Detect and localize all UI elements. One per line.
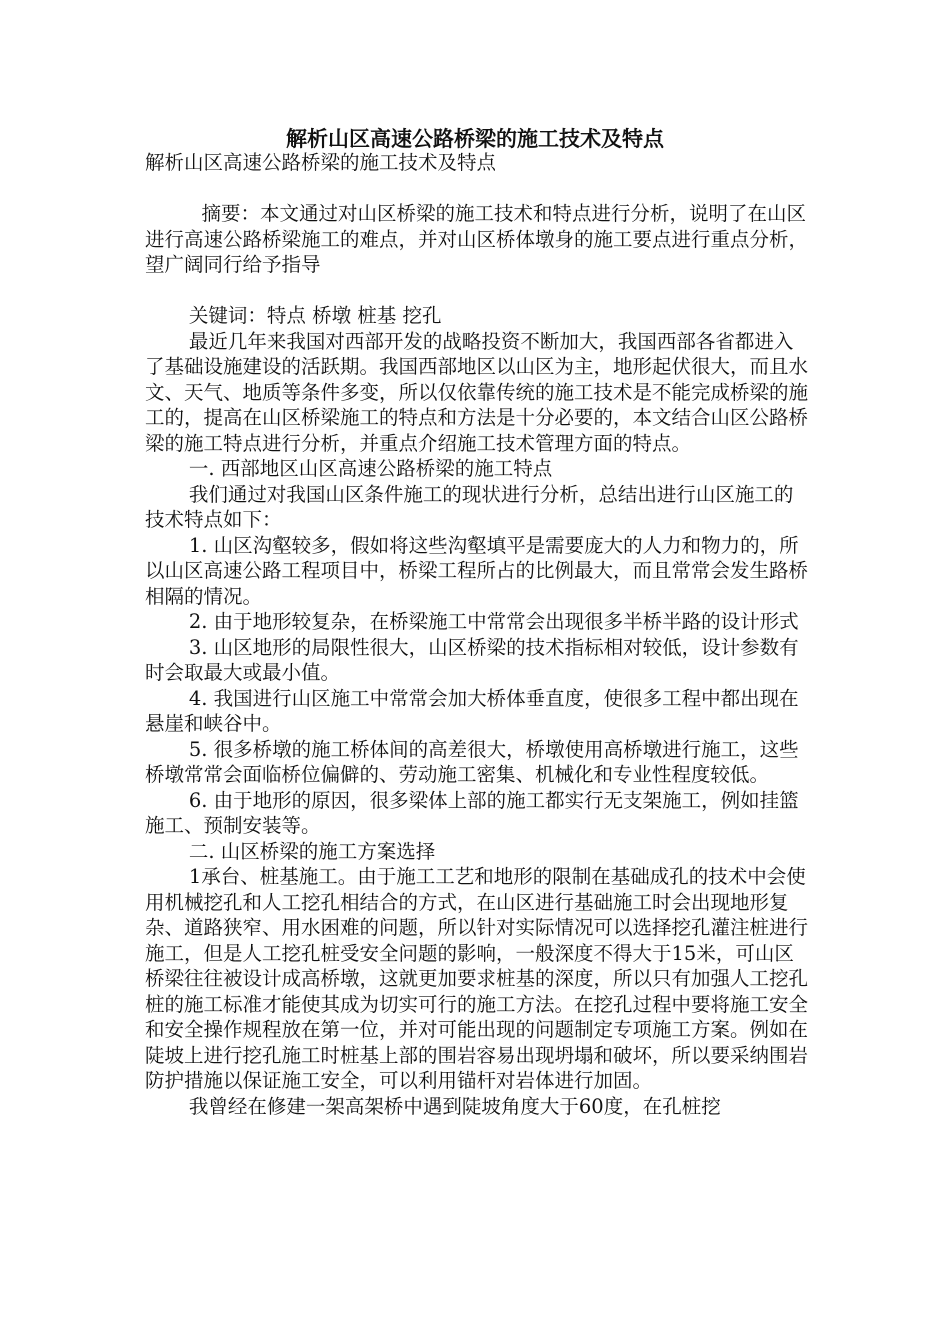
keywords-line: 关键词：特点 桥墩 桩基 挖孔 — [188, 304, 442, 327]
list-item-3: 3. 山区地形的局限性很大，山区桥梁的技术指标相对较低，设计参数有时会取最大或最小值。 — [145, 635, 799, 684]
list-item-4: 4. 我国进行山区施工中常常会加大桥体垂直度，使很多工程中都出现在悬崖和峡谷中。 — [145, 686, 799, 735]
section-heading-2: 二. 山区桥梁的施工方案选择 — [188, 839, 436, 863]
abstract-paragraph: 摘要：本文通过对山区桥梁的施工技术和特点进行分析，说明了在山区进行高速公路桥梁施工的难点，并对山区桥体墩身的施工要点进行重点分析，望广阔同行给予指导 — [145, 202, 809, 276]
intro-paragraph: 最近几年来我国对西部开发的战略投资不断加大，我国西部各省都进入了基础设施建设的活跃期。我国西部地区以山区为主，地形起伏很大，而且水文、天气、地质等条件多变，所以仅依靠传统的施工技术是不能完成桥梁的施工的，提高在山区桥梁施工的特点和方法是十分必要的，本文结合山区公路桥梁的施工特点进行分析，并重点介绍施工技术管理方面的特点。 — [145, 329, 809, 455]
body-paragraph: 我曾经在修建一架高架桥中遇到陡坡角度大于60度，在孔桩挖 — [188, 1094, 721, 1118]
body-paragraph: 我们通过对我国山区条件施工的现状进行分析，总结出进行山区施工的技术特点如下： — [145, 482, 794, 531]
list-item-2: 2. 由于地形较复杂，在桥梁施工中常常会出现很多半桥半路的设计形式 — [188, 610, 799, 633]
body-paragraph: 1承台、桩基施工。由于施工工艺和地形的限制在基础成孔的技术中会使用机械挖孔和人工挖孔相结合的方式，在山区进行基础施工时会出现地形复杂、道路狭窄、用水困难的问题，所以针对实际情况可以选择挖孔灌注桩进行施工，但是人工挖孔桩受安全问题的影响，一般深度不得大于15米，可山区桥梁往往被设计成高桥墩，这就更加要求桩基的深度，所以只有加强人工挖孔桩的施工标准才能使其成为切实可行的施工方法。在挖孔过程中要将施工安全和安全操作规程放在第一位，并对可能出现的问题制定专项施工方案。例如在陡坡上进行挖孔施工时桩基上部的围岩容易出现坍塌和破坏，所以要采纳围岩防护措施以保证施工安全，可以利用锚杆对岩体进行加固。 — [145, 865, 809, 1092]
document-title: 解析山区高速公路桥梁的施工技术及特点 — [286, 126, 664, 151]
list-item-1: 1. 山区沟壑较多，假如将这些沟壑填平是需要庞大的人力和物力的，所以山区高速公路工程项目中，桥梁工程所占的比例最大，而且常常会发生路桥相隔的情况。 — [145, 533, 809, 608]
document-subtitle: 解析山区高速公路桥梁的施工技术及特点 — [145, 151, 497, 174]
blank-line — [145, 176, 809, 202]
document-body — [145, 150, 809, 1119]
section-heading-1: 一. 西部地区山区高速公路桥梁的施工特点 — [188, 457, 553, 480]
list-item-5: 5. 很多桥墩的施工桥体间的高差很大，桥墩使用高桥墩进行施工，这些桥墩常常会面临桥位偏僻的、劳动施工密集、机械化和专业性程度较低。 — [145, 737, 799, 786]
blank-line — [145, 278, 809, 304]
list-item-6: 6. 由于地形的原因，很多梁体上部的施工都实行无支架施工，例如挂篮施工、预制安装等。 — [145, 788, 799, 837]
